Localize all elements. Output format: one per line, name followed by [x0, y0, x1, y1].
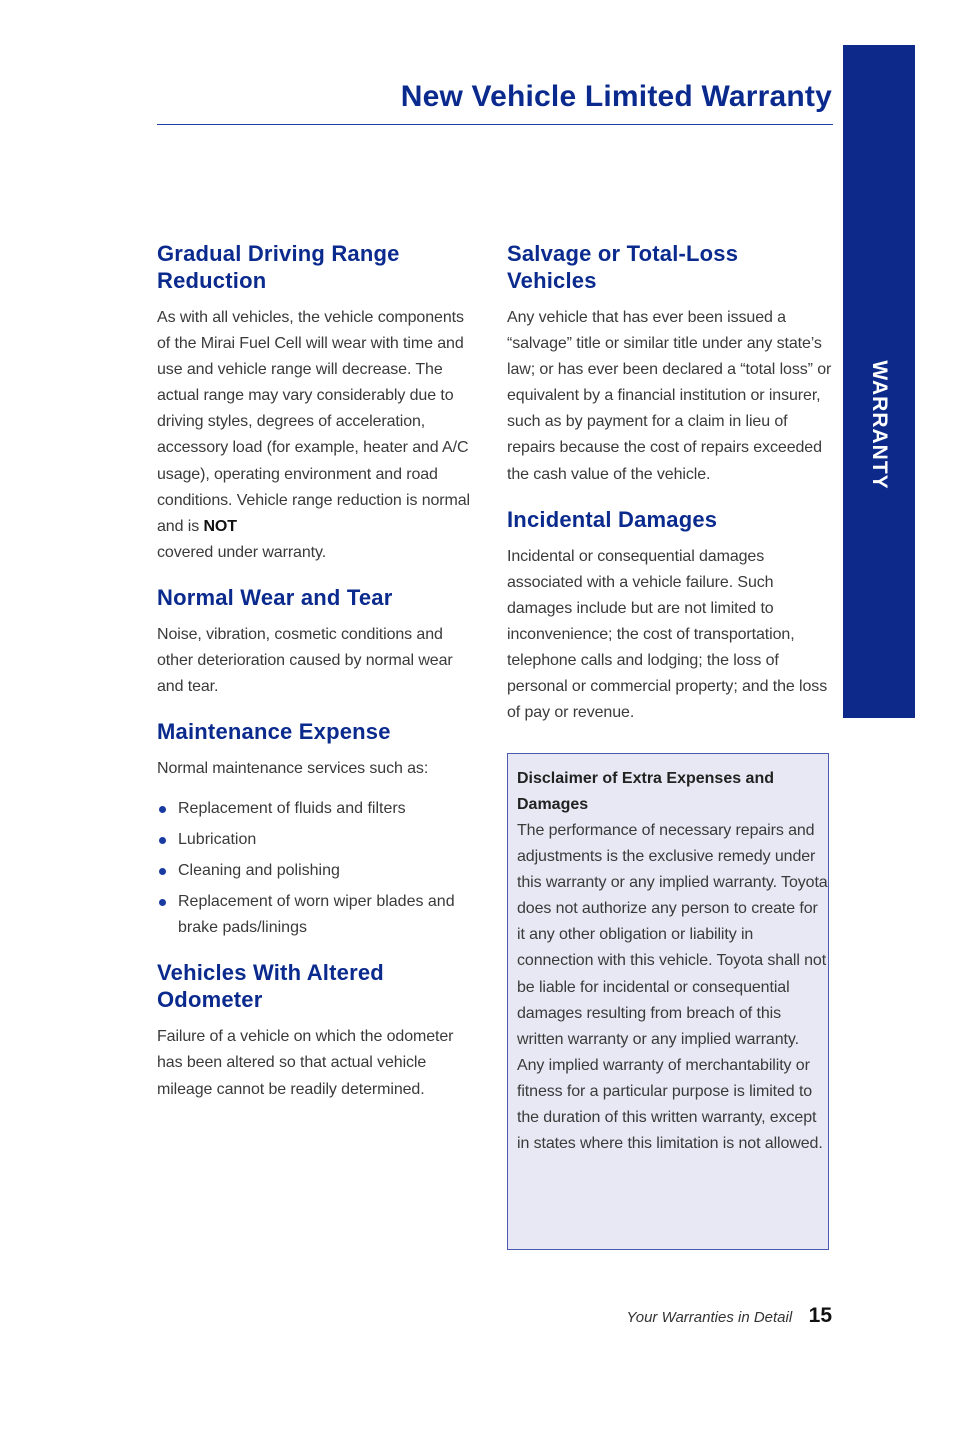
footer-section-name: Your Warranties in Detail [626, 1309, 793, 1326]
odometer-body: Failure of a vehicle on which the odometer has been altered so that actual vehicle mileage cannot be readily determined. [157, 1028, 454, 1098]
normal-wear-heading: Normal Wear and Tear [157, 584, 393, 610]
list-item-text: Lubrication [178, 831, 257, 849]
bullet-icon [159, 899, 166, 906]
page-footer [627, 1304, 832, 1328]
gradual-range-body [157, 305, 479, 566]
page-number: 15 [808, 1304, 832, 1327]
gradual-range-heading: Gradual Driving Range Reduction [157, 241, 400, 293]
maintenance-list [157, 796, 479, 941]
not-emphasis: NOT [203, 517, 237, 535]
list-item [157, 827, 479, 853]
section-side-tab [843, 45, 915, 718]
bullet-icon [159, 868, 166, 875]
list-item-text: Replacement of worn wiper blades and brake pads/linings [178, 893, 455, 937]
list-item [157, 796, 479, 822]
bullet-icon [159, 837, 166, 844]
incidental-body: Incidental or consequential damages associated with a vehicle failure. Such damages include but are not limited to inconvenience; the cost of transportation, telephone calls and lodging; the loss of personal or commercial property; and the loss of pay or revenue. [507, 547, 828, 722]
maintenance-intro: Normal maintenance services such as: [157, 760, 429, 778]
disclaimer-title: Disclaimer of Extra Expenses and Damages [517, 770, 774, 813]
list-item-text: Cleaning and polishing [178, 862, 340, 880]
gradual-range-text-end: covered under warranty. [157, 543, 327, 561]
maintenance-heading: Maintenance Expense [157, 719, 391, 745]
salvage-heading: Salvage or Total-Loss Vehicles [507, 241, 739, 293]
salvage-body: Any vehicle that has ever been issued a “salvage” title or similar title under any state’s law; or has ever been declared a “total loss” or equivalent by a financial institution or insurer, such as by payment for a claim in lieu of repairs because the cost of repairs exceeded the cash value of the vehicle. [507, 309, 832, 483]
left-column [157, 240, 479, 1121]
disclaimer-body: The performance of necessary repairs and adjustments is the exclusive remedy under this warranty or any implied warranty. Toyota does not authorize any person to create for it any other obligation or liability in connection with this vehicle. Toyota shall not be liable for incidental or consequential damages resulting from breach of this written warranty or any implied warranty. Any implied warranty of merchantability or fitness for a particular purpose is limited to the duration of this written warranty, except in states where this limitation is not allowed. [517, 822, 828, 1153]
disclaimer-box [507, 753, 829, 1250]
list-item-text: Replacement of fluids and filters [178, 800, 406, 818]
right-column [507, 240, 832, 744]
gradual-range-text: As with all vehicles, the vehicle components of the Mirai Fuel Cell will wear with time and use and vehicle range will decrease. The actual range may vary considerably due to driving styles, degrees of acceleration, accessory load (for example, heater and A/C usage), operating environment and road conditions. Vehicle range reduction is normal and is [157, 309, 471, 535]
side-tab-label: WARRANTY [868, 360, 891, 490]
title-divider [157, 124, 833, 125]
list-item [157, 858, 479, 884]
page-title: New Vehicle Limited Warranty [400, 80, 832, 113]
normal-wear-body: Noise, vibration, cosmetic conditions and other deterioration caused by normal wear and tear. [157, 625, 453, 696]
incidental-heading: Incidental Damages [507, 506, 718, 532]
odometer-heading: Vehicles With Altered Odometer [157, 960, 384, 1013]
bullet-icon [159, 806, 166, 813]
list-item [157, 889, 479, 941]
